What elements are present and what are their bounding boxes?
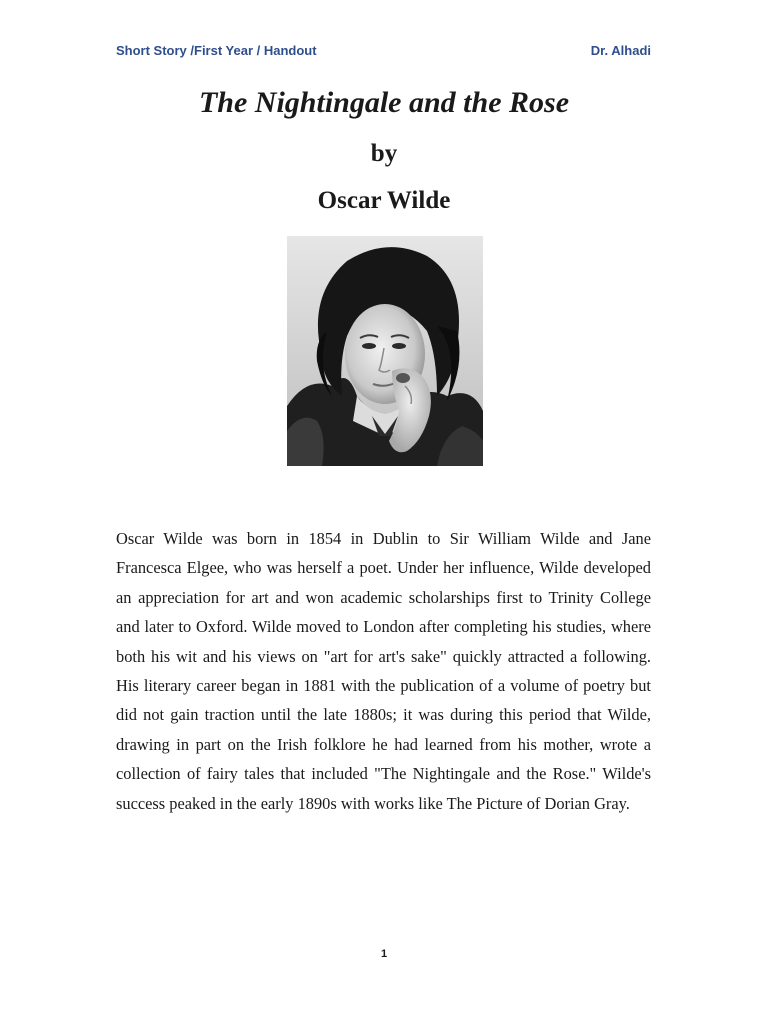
- author-biography: Oscar Wilde was born in 1854 in Dublin to Sir William Wilde and Jane Francesca Elgee, who was herself a poet. Under her influence, Wilde developed an appreciation for art and won academic scholarships first to Trinity College and later to Oxford. Wilde moved to London after completing his studies, where both his wit and his views on "art for art's sake" quickly attracted a following. His literary career began in 1881 with the publication of a volume of poetry but did not gain traction until the late 1880s; it was during this period that Wilde, drawing in part on the Irish folklore he had learned from his mother, wrote a collection of fairy tales that included "The Nightingale and the Rose." Wilde's success peaked in the early 1890s with works like The Picture of Dorian Gray.: [116, 529, 651, 813]
- header-course-info: Short Story /First Year / Handout: [116, 43, 317, 58]
- author-portrait: [287, 236, 483, 466]
- author-name: Oscar Wilde: [317, 187, 451, 214]
- portrait-photo-icon: [287, 236, 483, 466]
- byline-by: by: [370, 140, 398, 167]
- header-instructor: Dr. Alhadi: [590, 43, 651, 58]
- document-title: The Nightingale and the Rose: [198, 86, 570, 119]
- page-number: 1: [380, 948, 388, 960]
